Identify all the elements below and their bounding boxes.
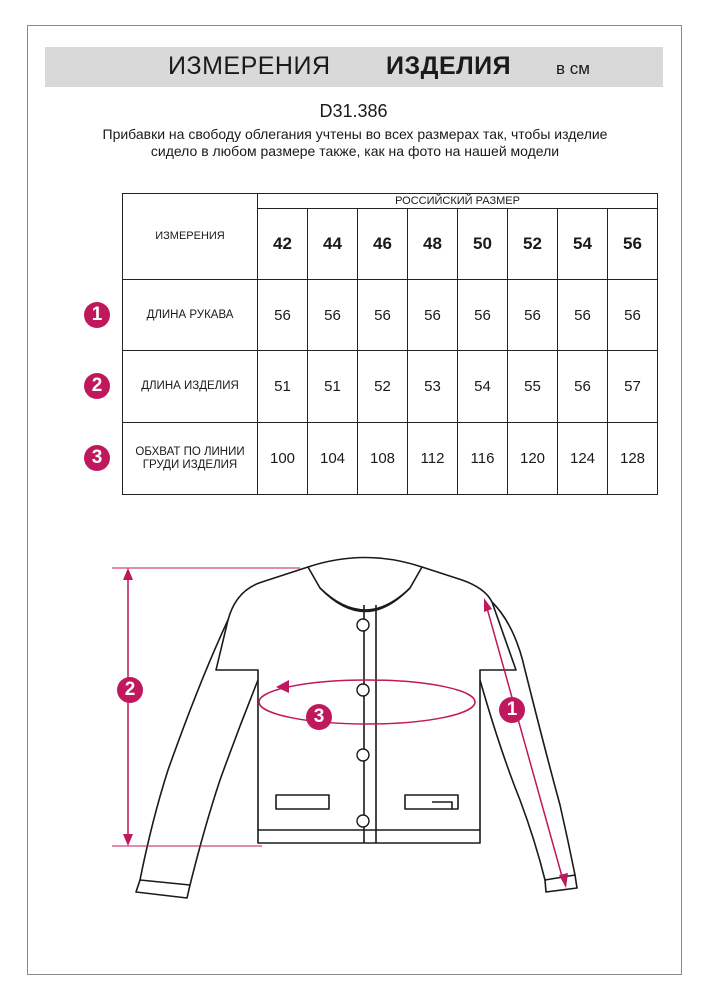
article-number: D31.386: [319, 101, 388, 121]
row-label-sleeve: ДЛИНА РУКАВА: [123, 280, 258, 351]
badge-length-diagram: 2: [117, 677, 143, 703]
button-4: [357, 815, 369, 827]
header-unit: в см: [556, 59, 590, 78]
pocket-label: [432, 802, 452, 809]
table-cell: 128: [608, 423, 658, 495]
table-cell: 52: [358, 351, 408, 423]
size-header: 48: [408, 209, 458, 280]
table-cell: 56: [558, 351, 608, 423]
table-cell: 51: [308, 351, 358, 423]
button-2: [357, 684, 369, 696]
table-row: [123, 351, 658, 423]
chest-arrow-head: [276, 680, 289, 693]
left-sleeve: [140, 620, 258, 885]
jacket-collar: [308, 558, 422, 612]
badge-sleeve-row: 1: [84, 302, 110, 328]
left-pocket: [276, 795, 329, 809]
corner-label: ИЗМЕРЕНИЯ: [123, 194, 258, 280]
row-label-chest: ОБХВАТ ПО ЛИНИИ ГРУДИ ИЗДЕЛИЯ: [123, 423, 258, 495]
size-header: 44: [308, 209, 358, 280]
table-cell: 100: [258, 423, 308, 495]
table-cell: 57: [608, 351, 658, 423]
table-cell: 56: [408, 280, 458, 351]
table-cell: 55: [508, 351, 558, 423]
button-3: [357, 749, 369, 761]
badge-sleeve-diagram: 1: [499, 697, 525, 723]
size-header: 56: [608, 209, 658, 280]
table-row: [123, 423, 658, 495]
table-cell: 120: [508, 423, 558, 495]
right-sleeve: [480, 602, 575, 880]
table-cell: 56: [458, 280, 508, 351]
table-cell: 56: [358, 280, 408, 351]
badge-chest-row: 3: [84, 445, 110, 471]
length-arrow-head-bottom: [123, 834, 133, 846]
jacket-diagram: [0, 540, 707, 920]
table-cell: 104: [308, 423, 358, 495]
table-row: [123, 280, 658, 351]
jacket-neckline: [320, 588, 410, 610]
table-cell: 108: [358, 423, 408, 495]
table-cell: 56: [258, 280, 308, 351]
table-cell: 56: [558, 280, 608, 351]
table-cell: 56: [308, 280, 358, 351]
table-cell: 53: [408, 351, 458, 423]
table-cell: 54: [458, 351, 508, 423]
table-cell: 51: [258, 351, 308, 423]
table-cell: 112: [408, 423, 458, 495]
size-header: 52: [508, 209, 558, 280]
table-cell: 124: [558, 423, 608, 495]
length-arrow-head-top: [123, 568, 133, 580]
table-cell: 56: [508, 280, 558, 351]
button-1: [357, 619, 369, 631]
size-header: 54: [558, 209, 608, 280]
size-header: 42: [258, 209, 308, 280]
row-label-length: ДЛИНА ИЗДЕЛИЯ: [123, 351, 258, 423]
size-header: 46: [358, 209, 408, 280]
sleeve-arrow: [487, 608, 563, 880]
fit-note: Прибавки на свободу облегания учтены во всех размерах так, чтобы изделие сидело в любом размере также, как на фото на нашей модели: [102, 126, 608, 159]
header-title: ИЗМЕРЕНИЯ: [168, 52, 331, 80]
table-cell: 116: [458, 423, 508, 495]
size-header: 50: [458, 209, 508, 280]
table-cell: 56: [608, 280, 658, 351]
jacket-hem: [258, 830, 480, 843]
size-table: [122, 193, 658, 495]
badge-chest-diagram: 3: [306, 704, 332, 730]
header-title-bold: ИЗДЕЛИЯ: [386, 52, 512, 80]
group-label: РОССИЙСКИЙ РАЗМЕР: [258, 194, 658, 209]
badge-length-row: 2: [84, 373, 110, 399]
sleeve-arrow-head-bottom: [559, 873, 568, 888]
